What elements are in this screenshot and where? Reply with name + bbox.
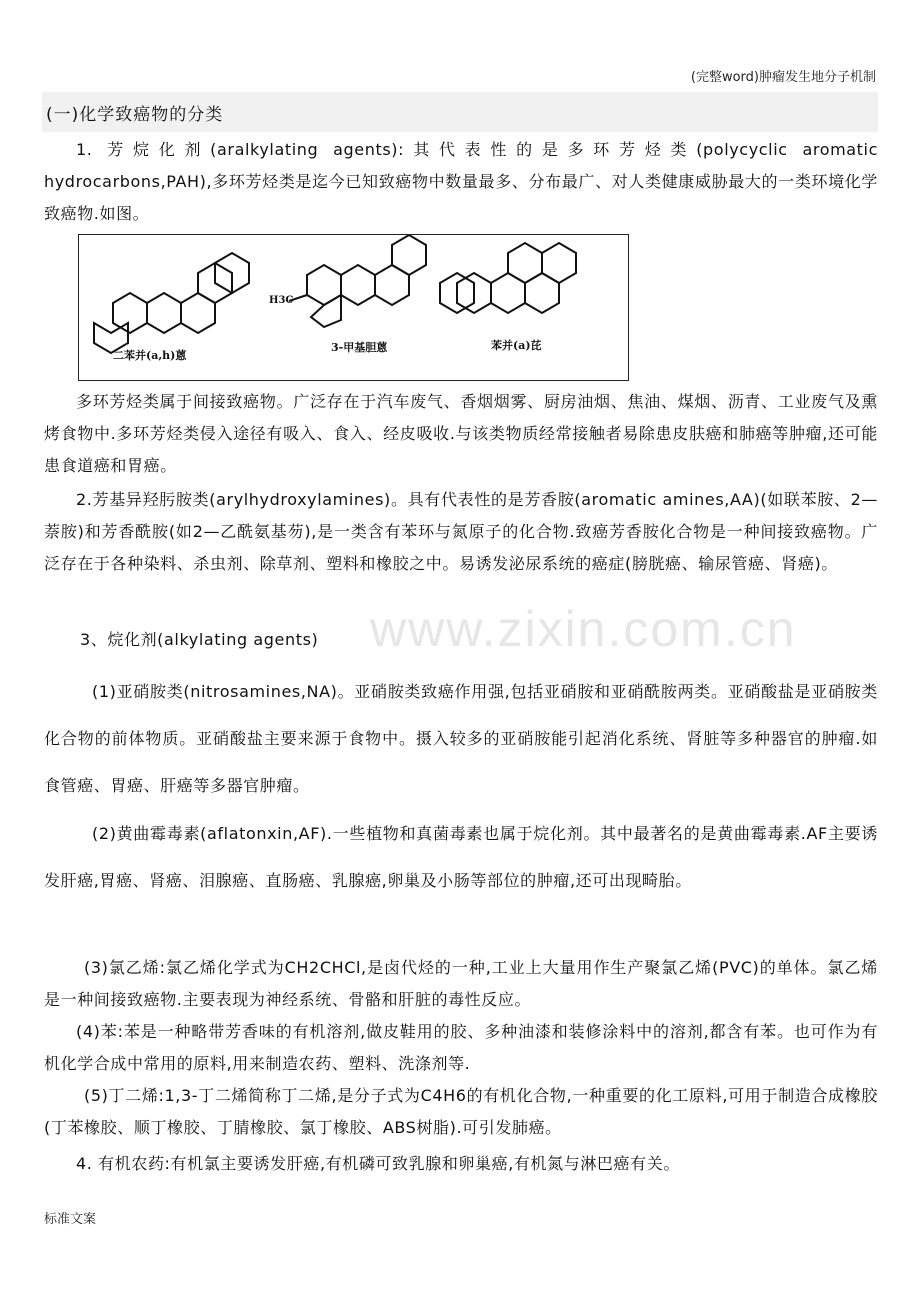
paragraph-vinyl-chloride: (3)氯乙烯:氯乙烯化学式为CH2CHCl,是卤代烃的一种,工业上大量用作生产聚氯乙烯(PVC)的单体。氯乙烯是一种间接致癌物.主要表现为神经系统、骨骼和肝脏的毒性反应。 bbox=[44, 958, 878, 1009]
paragraph-pesticides: 4. 有机农药:有机氯主要诱发肝癌,有机磷可致乳腺和卵巢癌,有机氮与淋巴癌有关。 bbox=[76, 1154, 680, 1173]
paragraph-arylhydroxylamines: 2.芳基异羟肟胺类(arylhydroxylamines)。具有代表性的是芳香胺(aromatic amines,AA)(如联苯胺、2—萘胺)和芳香酰胺(如2—乙酰氨基芴),是一类含有苯环与氮原子的化合物.致癌芳香胺化合物是一种间接致癌物。广泛存在于各种染料、杀虫剂、除草剂、塑料和橡胶之中。易诱发泌尿系统的癌症(膀胱癌、输尿管癌、肾癌)。 bbox=[44, 490, 878, 573]
paragraph-aralkylating: 1. 芳烷化剂(aralkylating agents):其代表性的是多环芳烃类(polycyclic aromatic hydrocarbons,PAH),多环芳烃类是迄今已知致癌物中数量最多、分布最广、对人类健康威胁最大的一类环境化学致癌物.如图。 bbox=[44, 140, 878, 223]
header-title: (完整word)肿瘤发生地分子机制 bbox=[690, 70, 876, 85]
footer-label: 标准文案 bbox=[44, 1212, 97, 1227]
section-title: (一)化学致癌物的分类 bbox=[46, 105, 224, 125]
paragraph-aflatoxin: (2)黄曲霉毒素(aflatonxin,AF).一些植物和真菌毒素也属于烷化剂。其中最著名的是黄曲霉毒素.AF主要诱发肝癌,胃癌、肾癌、泪腺癌、直肠癌、乳腺癌,卵巢及小肠等部位的肿瘤,还可出现畸胎。 bbox=[44, 824, 878, 890]
paragraph-butadiene: (5)丁二烯:1,3-丁二烯简称丁二烯,是分子式为C4H6的有机化合物,一种重要的化工原料,可用于制造合成橡胶(丁苯橡胶、顺丁橡胶、丁腈橡胶、氯丁橡胶、ABS树脂).可引发肺癌。 bbox=[44, 1086, 878, 1137]
label-dibenzanthracene: 二苯并(a,h)蒽 bbox=[113, 349, 187, 362]
molecule-benzopyrene bbox=[440, 243, 576, 313]
paragraph-pah-sources: 多环芳烃类属于间接致癌物。广泛存在于汽车废气、香烟烟雾、厨房油烟、焦油、煤烟、沥青、工业废气及熏烤食物中.多环芳烃类侵入途径有吸入、食入、经皮吸收.与该类物质经常接触者易除患皮肤癌和肺癌等肿瘤,还可能患食道癌和胃癌。 bbox=[44, 392, 878, 475]
paragraph-alkylating-heading: 3、烷化剂(alkylating agents) bbox=[80, 630, 319, 649]
pah-structures-figure bbox=[78, 234, 629, 381]
watermark: www.zixin.com.cn bbox=[370, 601, 797, 657]
paragraph-nitrosamines: (1)亚硝胺类(nitrosamines,NA)。亚硝胺类致癌作用强,包括亚硝胺和亚硝酰胺两类。亚硝酸盐是亚硝胺类化合物的前体物质。亚硝酸盐主要来源于食物中。摄入较多的亚硝胺能引起消化系统、肾脏等多种器官的肿瘤.如食管癌、胃癌、肝癌等多器官肿瘤。 bbox=[44, 682, 878, 795]
paragraph-benzene: (4)苯:苯是一种略带芳香味的有机溶剂,做皮鞋用的胶、多种油漆和装修涂料中的溶剂,都含有苯。也可作为有机化学合成中常用的原料,用来制造农药、塑料、洗涤剂等. bbox=[44, 1022, 878, 1073]
label-benzopyrene: 苯并(a)芘 bbox=[491, 339, 542, 352]
molecule-dibenzanthracene bbox=[94, 253, 249, 353]
molecule-methylcholanthrene bbox=[289, 235, 426, 327]
label-methyl-substituent: H3C bbox=[269, 295, 294, 306]
label-methylcholanthrene: 3-甲基胆蒽 bbox=[331, 341, 388, 354]
